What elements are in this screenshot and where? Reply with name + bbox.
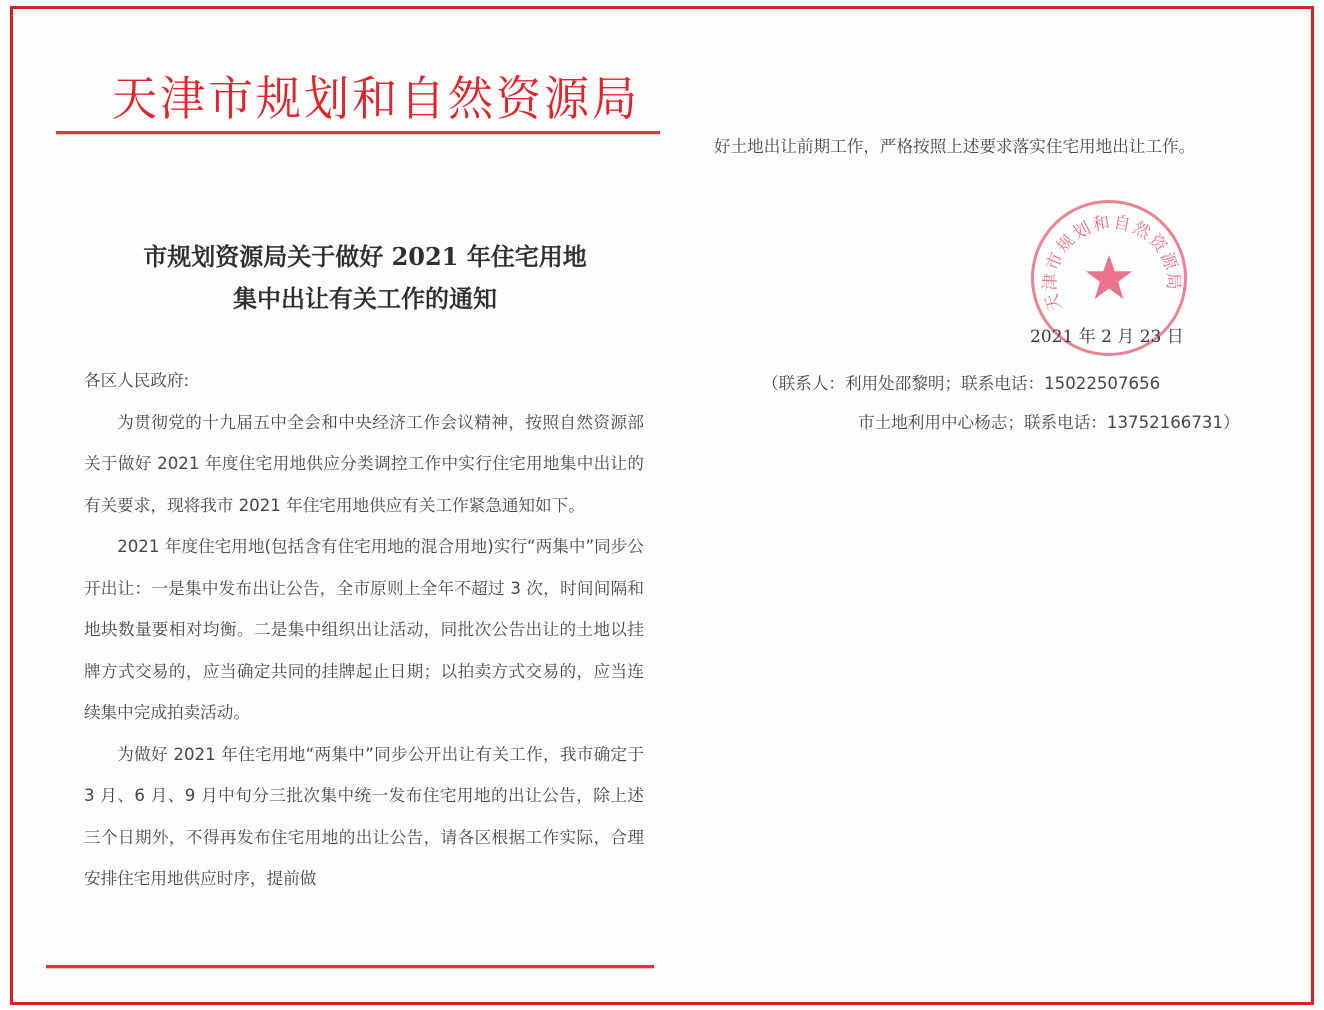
- paragraph-2: 2021 年度住宅用地(包括含有住宅用地的混合用地)实行“两集中”同步公开出让：一是集中发布出让公告，全市原则上全年不超过 3 次，时间间隔和地块数量要相对均衡。二是集中组织出让活动，同批次公告出让的土地以挂牌方式交易的，应当确定共同的挂牌起止日期；以拍卖方式交易的，应当连续集中完成拍卖活动。: [84, 537, 644, 722]
- header-red-rule: [56, 131, 660, 134]
- contact-line-2: 市土地利用中心杨志；联系电话：13752166731）: [858, 413, 1240, 432]
- contact-info: [762, 364, 1240, 442]
- issuer-header: 天津市规划和自然资源局: [112, 72, 640, 127]
- issue-date: 2021 年 2 月 23 日: [1030, 327, 1184, 347]
- bottom-red-rule: [46, 965, 654, 968]
- document-title-line-1: 市规划资源局关于做好 2021 年住宅用地: [143, 242, 587, 271]
- svg-text:天津市规划和自然资源局: 天津市规划和自然资源局: [1040, 212, 1184, 314]
- paragraph-continuation: 好土地出让前期工作，严格按照上述要求落实住宅用地出让工作。: [714, 137, 1196, 156]
- salutation: 各区人民政府:: [84, 371, 190, 390]
- paragraph-1: 为贯彻党的十九届五中全会和中央经济工作会议精神，按照自然资源部关于做好 2021 年度住宅用地供应分类调控工作中实行住宅用地集中出让的有关要求，现将我市 2021 年住宅用地供应有关工作紧急通知如下。: [84, 412, 644, 515]
- paragraph-3: 为做好 2021 年住宅用地“两集中”同步公开出让有关工作，我市确定于 3 月、6 月、9 月中旬分三批次集中统一发布住宅用地的出让公告，除上述三个日期外，不得再发布住宅用地的出让公告，请各区根据工作实际，合理安排住宅用地供应时序，提前做: [84, 744, 644, 888]
- document-title-line-2: 集中出让有关工作的通知: [233, 284, 497, 313]
- document-body-right: [714, 126, 1274, 168]
- contact-line-1: （联系人：利用处邵黎明；联系电话：15022507656: [762, 374, 1161, 393]
- document-title: [100, 236, 630, 320]
- document-body-left: [84, 360, 644, 900]
- star-icon: [1085, 253, 1133, 301]
